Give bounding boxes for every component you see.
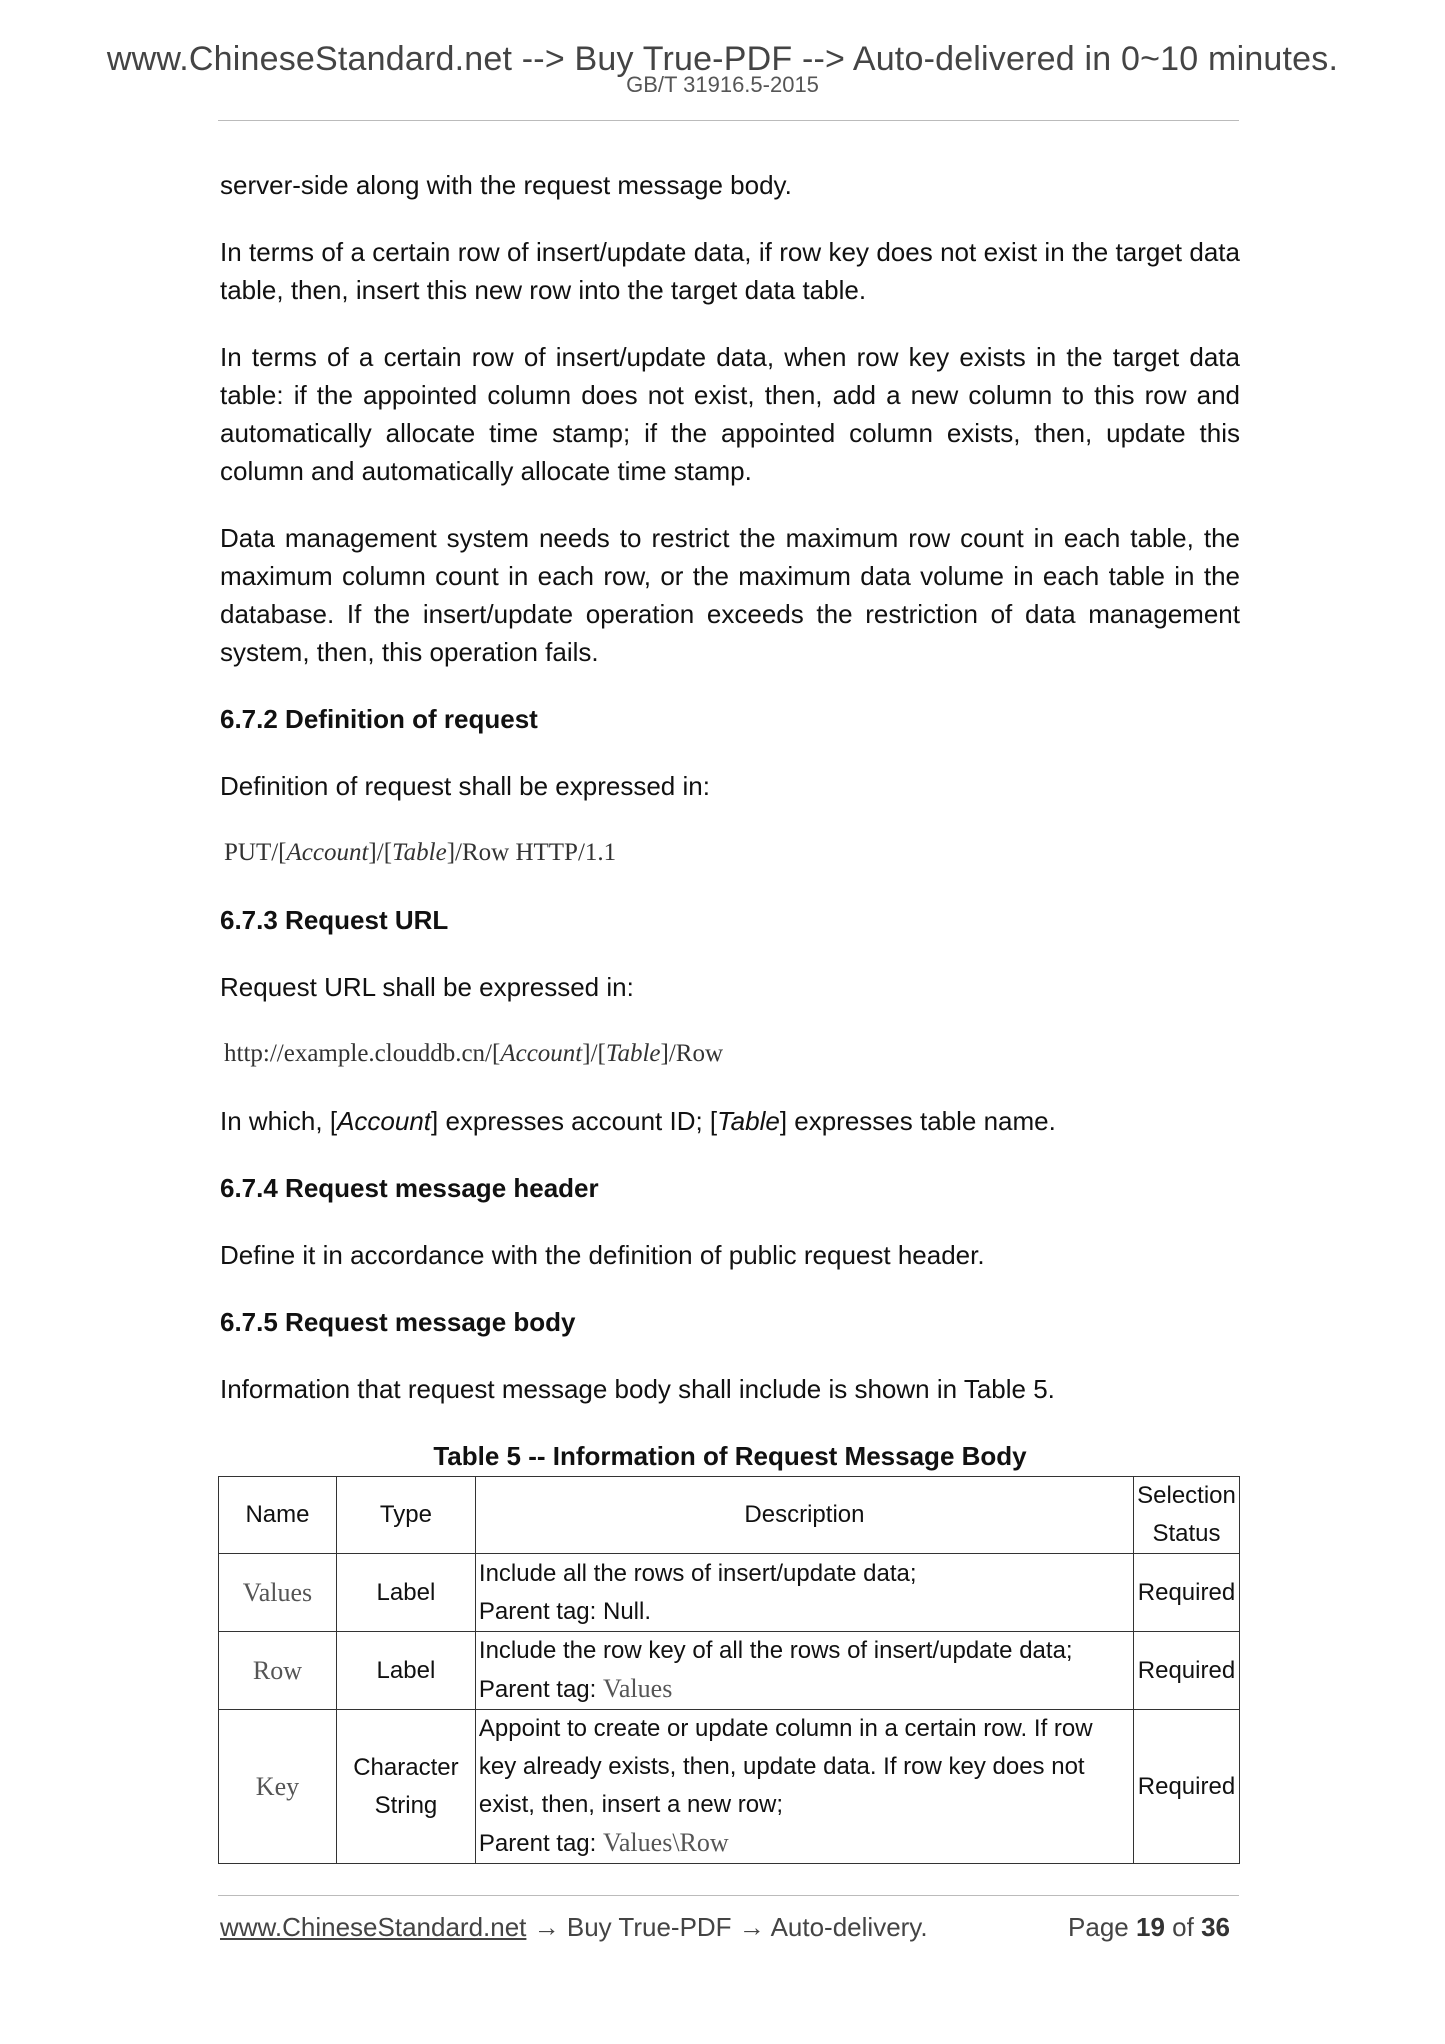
page-content	[220, 166, 1240, 1864]
table-cell-type: Character String	[336, 1710, 475, 1864]
paragraph: Data management system needs to restrict the maximum row count in each table, the maximum column count in each row, or the maximum data volume in each table in the database. If the insert/update operation exceeds the restriction of data management system, then, this operation fails.	[220, 523, 1240, 667]
table-cell-type: Label	[336, 1632, 475, 1710]
request-definition: PUT/[Account]/[Table]/Row HTTP/1.1	[224, 839, 617, 866]
table-cell-description: Include the row key of all the rows of insert/update data; Parent tag: Values	[475, 1632, 1133, 1710]
paragraph: Define it in accordance with the definition of public request header.	[220, 1240, 985, 1270]
table-cell-status: Required	[1133, 1710, 1239, 1864]
page-number: Page 19 of 36	[1068, 1912, 1230, 1942]
paragraph: server-side along with the request message body.	[220, 170, 792, 200]
site-banner[interactable]: www.ChineseStandard.net --> Buy True-PDF --> Auto-delivered in 0~10 minutes.	[106, 40, 1339, 78]
paragraph: Information that request message body shall include is shown in Table 5.	[220, 1374, 1055, 1404]
table-header-cell: Description	[475, 1477, 1133, 1554]
table-cell-description: Include all the rows of insert/update data; Parent tag: Null.	[475, 1554, 1133, 1632]
paragraph: In which, [Account] expresses account ID; [Table] expresses table name.	[220, 1106, 1056, 1136]
table-header-cell: Type	[336, 1477, 475, 1554]
table-cell-status: Required	[1133, 1554, 1239, 1632]
table-caption: Table 5 -- Information of Request Message Body	[433, 1441, 1027, 1471]
paragraph: Request URL shall be expressed in:	[220, 972, 634, 1002]
footer-text: → Buy True-PDF → Auto-delivery.	[526, 1912, 928, 1942]
table-cell-name: Row	[219, 1632, 337, 1710]
paragraph: In terms of a certain row of insert/update data, if row key does not exist in the target data table, then, insert this new row into the target data table.	[220, 237, 1240, 305]
section-heading-6-7-4: 6.7.4 Request message header	[220, 1173, 599, 1203]
table-row	[219, 1632, 1240, 1710]
request-body-table	[218, 1476, 1240, 1864]
table-cell-status: Required	[1133, 1632, 1239, 1710]
table-header-cell: Name	[219, 1477, 337, 1554]
paragraph: In terms of a certain row of insert/update data, when row key exists in the target data table: if the appointed column does not exist, then, add a new column to this row and automatically allocate time stamp; if the appointed column exists, then, update this column and automatically allocate time stamp.	[220, 342, 1240, 486]
table-cell-description: Appoint to create or update column in a certain row. If row key already exists, then, update data. If row key does not exist, then, insert a new row; Parent tag: Values\Row	[475, 1710, 1133, 1864]
table-row	[219, 1710, 1240, 1864]
table-cell-type: Label	[336, 1554, 475, 1632]
table-cell-name: Values	[219, 1554, 337, 1632]
table-header-cell: Selection Status	[1133, 1477, 1239, 1554]
section-heading-6-7-3: 6.7.3 Request URL	[220, 905, 449, 935]
table-header-row	[219, 1477, 1240, 1554]
table-cell-name: Key	[219, 1710, 337, 1864]
footer-site-link[interactable]: www.ChineseStandard.net	[220, 1912, 527, 1942]
paragraph: Definition of request shall be expressed in:	[220, 771, 710, 801]
section-heading-6-7-2: 6.7.2 Definition of request	[220, 704, 538, 734]
page-footer	[220, 1912, 1230, 1943]
header-divider	[218, 120, 1239, 121]
table-row	[219, 1554, 1240, 1632]
standard-code: GB/T 31916.5-2015	[626, 72, 819, 97]
footer-divider	[218, 1895, 1239, 1896]
request-url: http://example.clouddb.cn/[Account]/[Table]/Row	[224, 1040, 724, 1067]
section-heading-6-7-5: 6.7.5 Request message body	[220, 1307, 576, 1337]
